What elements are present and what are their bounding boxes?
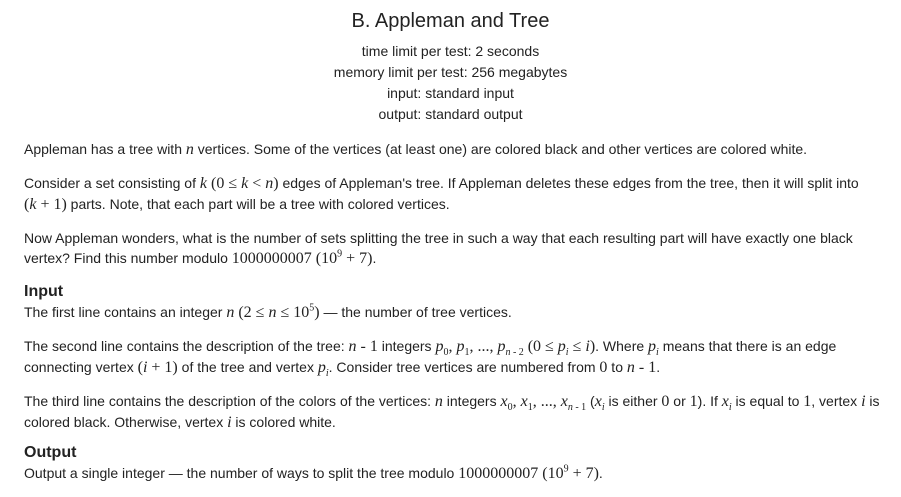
math-modulo-2: 1000000007 $(10^9 + 7)$ xyxy=(458,463,599,482)
math-k-plus-1: (k + 1) xyxy=(24,196,67,213)
math-k-range: k (0 ≤ k < n) xyxy=(199,175,279,192)
output-line-1: Output a single integer — the number of ways to split the tree modulo 1000000007 $(10^9 + 7)$. xyxy=(24,463,603,482)
math-p-i-2: $p_i$ xyxy=(317,359,329,380)
problem-statement xyxy=(24,139,881,497)
output-file: output: standard output xyxy=(378,106,523,122)
math-one-b: 1 xyxy=(803,393,812,410)
input-line-2: The second line contains the description of the tree: n - 1 integers $p_0$, $p_1$, ..., $p_{n - 2}$ $(0 \le p_i \le i)$. Where $p_i$ means that there is an edge connecting vertex (i + 1) of the tree and vertex $p_i$. Consider tree vertices are numbered from 0 to n - 1. xyxy=(24,338,837,380)
math-x-i-2: $x_i$ xyxy=(721,393,732,414)
input-heading: Input xyxy=(24,283,64,300)
math-n-minus-1: n - 1 xyxy=(348,338,378,355)
problem-header xyxy=(0,0,901,125)
input-line-1: The first line contains an integer n $(2 \le n \le 10^5)$ — the number of tree vertices. xyxy=(24,302,512,321)
input-file: input: standard input xyxy=(387,85,514,101)
statement-paragraph-3: Now Appleman wonders, what is the number of sets splitting the tree in such a way that each resulting part will have exactly one black vertex? Find this number modulo 1000000007 $(10^9 + 7)$. xyxy=(24,230,853,267)
math-p-list: $p_0$, $p_1$, ..., $p_{n - 2}$ xyxy=(435,338,524,359)
statement-paragraph-2: Consider a set consisting of k (0 ≤ k < n) edges of Appleman's tree. If Appleman deletes these edges from the tree, then it will split into (k + 1) parts. Note, that each part will be a tree with colored vertices. xyxy=(24,175,859,213)
math-x-i: $x_i$ xyxy=(594,393,605,414)
math-i-2: i xyxy=(227,414,232,431)
input-line-3: The third line contains the description of the colors of the vertices: n integers $x_0$, $x_1$, ..., $x_{n - 1}$ ($x_i$ is either 0 or 1). If $x_i$ is equal to 1, vertex i is colored black. Otherwise, vertex i is colored white. xyxy=(24,393,880,431)
math-i-plus-1: (i + 1) xyxy=(137,359,178,376)
memory-limit: memory limit per test: 256 megabytes xyxy=(333,64,568,80)
math-zero-b: 0 xyxy=(661,393,670,410)
output-heading: Output xyxy=(24,444,77,461)
math-modulo: 1000000007 $(10^9 + 7)$ xyxy=(231,248,373,267)
problem-limits xyxy=(0,41,901,125)
statement-paragraph-1: Appleman has a tree with n vertices. Some of the vertices (at least one) are colored black and other vertices are colored white. xyxy=(24,141,808,158)
math-n-range: n $(2 \le n \le 10^5)$ xyxy=(226,302,320,321)
math-one: 1 xyxy=(689,393,698,410)
math-p-range: $(0 \le p_i \le i)$ xyxy=(527,338,596,359)
time-limit: time limit per test: 2 seconds xyxy=(361,43,540,59)
math-x-list: $x_0$, $x_1$, ..., $x_{n - 1}$ xyxy=(500,393,587,414)
problem-title: B. Appleman and Tree xyxy=(351,10,550,32)
math-n: n xyxy=(185,141,194,158)
math-zero: 0 xyxy=(599,359,608,376)
math-p-i: $p_i$ xyxy=(648,338,659,359)
math-n-2: n xyxy=(434,393,443,410)
math-n-minus-1-b: n - 1 xyxy=(626,359,657,376)
math-i: i xyxy=(861,393,866,410)
